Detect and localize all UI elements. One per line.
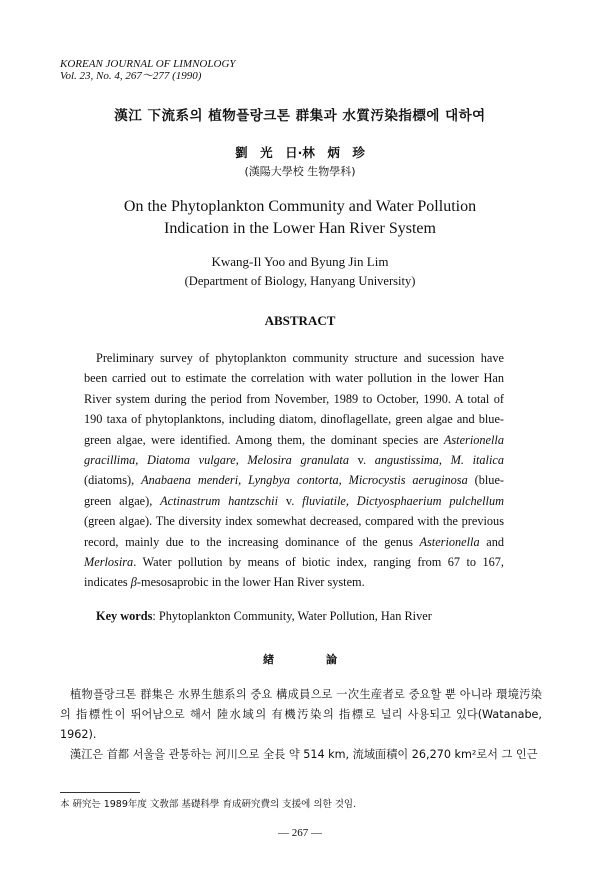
journal-name: KOREAN JOURNAL OF LIMNOLOGY — [60, 58, 236, 70]
abstract-text: v. — [278, 493, 303, 508]
species-name: fluviatile, Dictyosphaerium pulchellum — [302, 493, 504, 508]
introduction-heading-right: 論 — [326, 653, 337, 666]
abstract-text: Preliminary survey of phytoplankton community structure and sucession have been carried out to estimate the correlation with water pollution in the lower Han River system during the period from November, 1989 to October, 1990. A total of 190 taxa of phytoplanktons, including diatom, dinoflagellate, green algae and blue-green algae, were identified. Among them, the dominant species are — [84, 351, 504, 447]
keywords-text: : Phytoplankton Community, Water Pollution, Han River — [152, 609, 432, 623]
species-name: Actinastrum hantzschii — [160, 493, 278, 508]
introduction-heading — [0, 651, 600, 667]
genus-name: Asterionella — [419, 534, 480, 549]
abstract-text: (blue-green algae), — [84, 473, 505, 508]
abstract-text: (green algae). The diversity index somewhat decreased, compared with the previous record, mainly due to the increasing dominance of the genus — [84, 514, 504, 549]
footnote: 本 硏究는 1989年度 文敎部 基礎科學 育成硏究費의 支援에 의한 것임. — [60, 799, 357, 810]
introduction-paragraph-1: 植物플랑크톤 群集은 水界生態系의 중요 構成員으로 一次生産者로 중요할 뿐 아니라 環境汚染의 指標性이 뛰어남으로 해서 陸水域의 有機汚染의 指標로 널리 사용되고 있다(Watanabe, 1962). — [60, 688, 542, 741]
keywords-label: Key words — [96, 609, 153, 623]
abstract-text: (diatoms), — [84, 473, 142, 488]
introduction-body — [60, 685, 542, 765]
beta-symbol: β — [130, 575, 137, 590]
species-name: Asterionella gracillima, Diatoma vulgare, Melosira granulata — [84, 432, 504, 468]
korean-authors — [0, 143, 600, 161]
species-name: angustissima, M. italica — [374, 453, 504, 468]
genus-name: Merlosira — [84, 555, 134, 570]
author-separator: · — [297, 145, 303, 160]
abstract-text: v. — [348, 453, 375, 468]
species-name: Anabaena menderi, Lyngbya contorta, Microcystis aeruginosa — [141, 473, 468, 488]
footnote-rule — [60, 792, 140, 793]
korean-title: 漢江 下流系의 植物플랑크톤 群集과 水質汚染指標에 대하여 — [114, 108, 486, 124]
english-title-line-2: Indication in the Lower Han River System — [164, 220, 436, 237]
keywords — [96, 609, 432, 624]
journal-header — [60, 58, 236, 82]
korean-author-2: 林 炳 珍 — [302, 145, 365, 160]
english-title-line-1: On the Phytoplankton Community and Water Pollution — [123, 198, 477, 215]
abstract-heading: ABSTRACT — [264, 313, 336, 328]
abstract-text: . Water pollution by means of biotic index, ranging from 67 to 167, indicates — [84, 555, 504, 590]
page-number: — 267 — — [278, 827, 322, 839]
journal-volume: Vol. 23, No. 4, 267～277 (1990) — [60, 70, 202, 82]
english-title — [0, 196, 600, 240]
introduction-heading-left: 緖 — [263, 653, 274, 666]
abstract-body — [84, 348, 504, 593]
korean-author-1: 劉 光 日 — [235, 145, 298, 160]
english-authors: Kwang-Il Yoo and Byung Jin Lim — [211, 254, 389, 269]
abstract-text: -mesosaprobic in the lower Han River system. — [136, 575, 365, 590]
abstract-text: and — [479, 534, 504, 549]
korean-affiliation: (漢陽大學校 生物學科) — [244, 165, 356, 178]
english-affiliation: (Department of Biology, Hanyang University) — [184, 274, 416, 288]
introduction-paragraph-2: 漢江은 首都 서울을 관통하는 河川으로 全長 약 514 km, 流域面積이 26,270 km²로서 그 인근 — [70, 748, 538, 761]
